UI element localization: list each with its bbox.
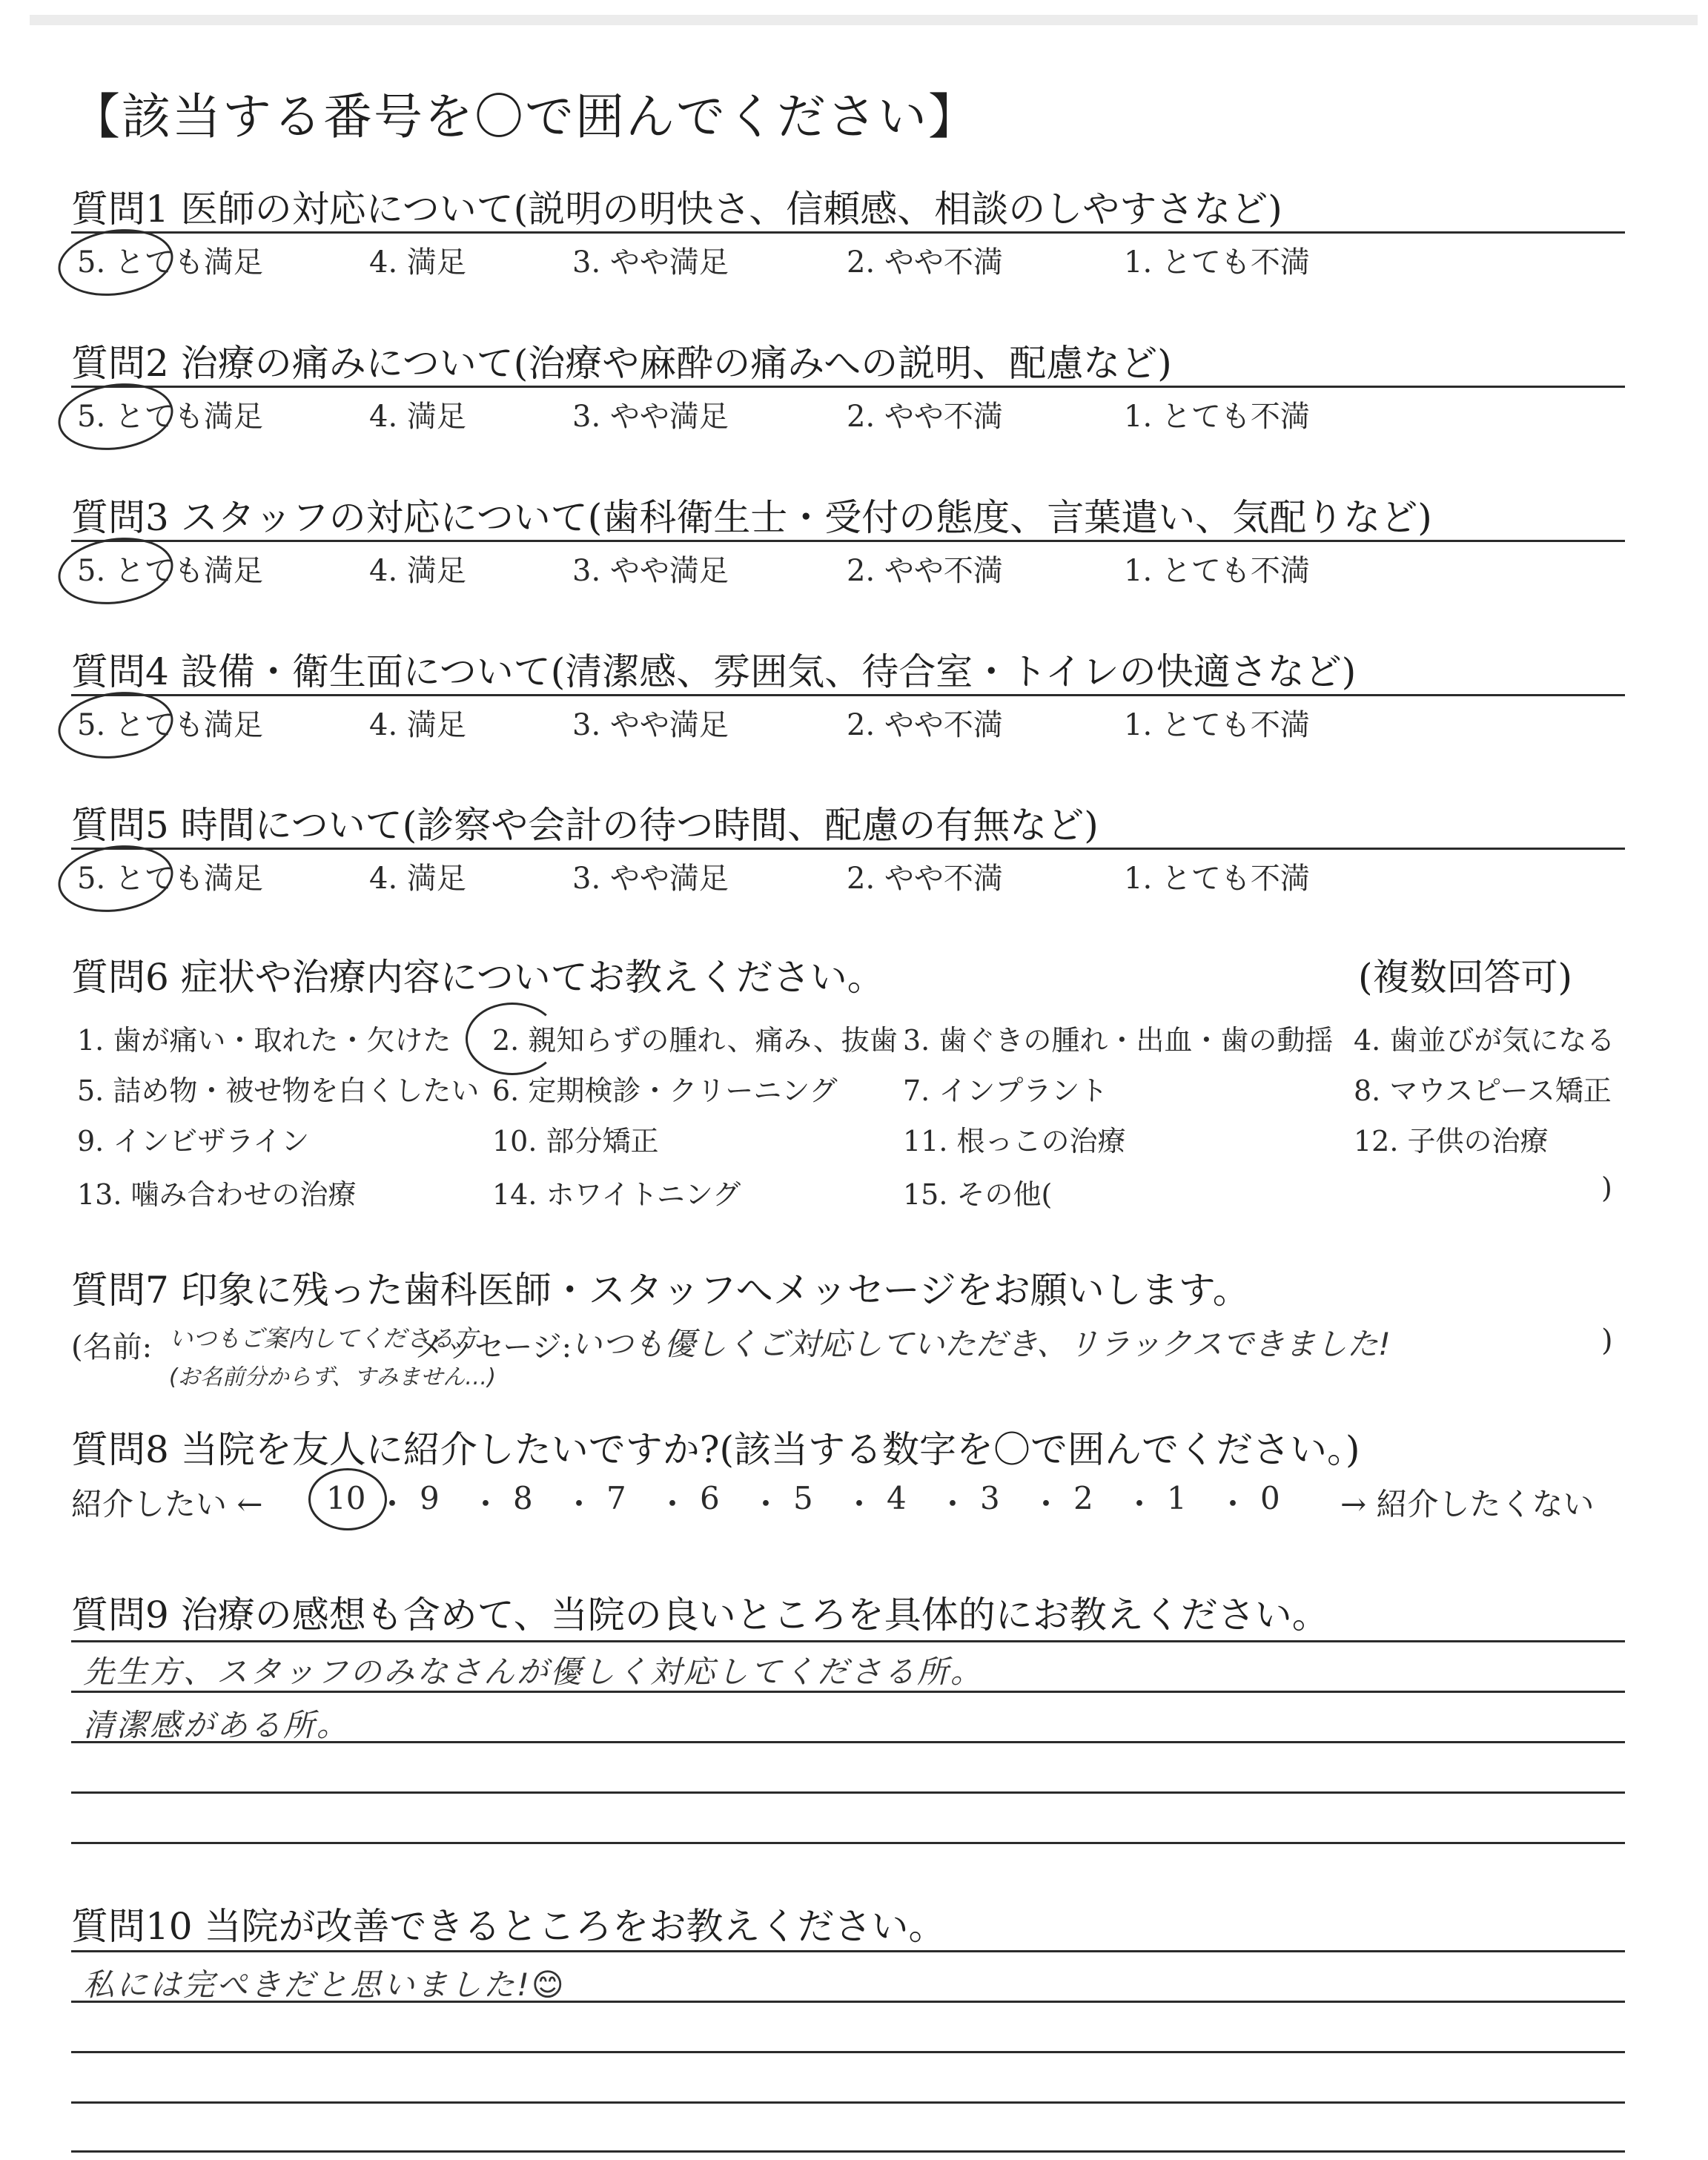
q6-option-4[interactable]: 4. 歯並びが気になる — [1354, 1024, 1615, 1057]
q9-line-1 — [71, 1640, 1625, 1642]
q2-option-3[interactable]: 3. やや満足 — [572, 400, 729, 434]
q3-title: 質問3 スタッフの対応について(歯科衛生士・受付の態度、言葉遣い、気配りなど) — [71, 496, 1432, 539]
q8-scale-3[interactable]: 3 — [980, 1480, 1000, 1516]
q8-separator: ・ — [1030, 1486, 1062, 1522]
q1-option-2[interactable]: 2. やや不満 — [847, 245, 1003, 280]
q4-option-2[interactable]: 2. やや不満 — [847, 708, 1003, 742]
q8-scale-1[interactable]: 1 — [1167, 1480, 1187, 1516]
q3-option-1[interactable]: 1. とても不満 — [1124, 554, 1310, 588]
q4-divider — [71, 694, 1625, 696]
q7-name-handwritten-2[interactable]: (お名前分からず、すみません…) — [169, 1364, 497, 1390]
q4-option-5[interactable]: 5. とても満足 — [77, 708, 263, 742]
q8-separator: ・ — [1217, 1486, 1249, 1522]
q8-separator: ・ — [750, 1486, 782, 1522]
q7-message-handwritten[interactable]: いつも優しくご対応していただき、リラックスできました! — [571, 1326, 1391, 1362]
q5-option-5[interactable]: 5. とても満足 — [77, 862, 263, 896]
q4-option-4[interactable]: 4. 満足 — [369, 708, 466, 742]
q9-answer-2[interactable]: 清潔感がある所。 — [83, 1707, 351, 1743]
q7-name-prefix: (名前: — [71, 1330, 153, 1364]
q10-answer-1[interactable]: 私には完ぺきだと思いました!😊 — [83, 1966, 566, 2003]
q7-name-handwritten-1[interactable]: いつもご案内してくださる方 — [169, 1324, 478, 1353]
q8-scale-6[interactable]: 6 — [700, 1480, 720, 1516]
q8-scale-7[interactable]: 7 — [606, 1480, 626, 1516]
q6-option-2[interactable]: 2. 親知らずの腫れ、痛み、抜歯 — [492, 1024, 898, 1057]
q4-selection-circle — [54, 685, 178, 766]
q10-line-5 — [71, 2150, 1625, 2153]
q8-separator: ・ — [844, 1486, 875, 1522]
q1-selection-circle — [54, 222, 178, 303]
q4-option-3[interactable]: 3. やや満足 — [572, 708, 729, 742]
q2-selection-circle — [54, 377, 178, 458]
q1-title: 質問1 医師の対応について(説明の明快さ、信頼感、相談のしやすさなど) — [71, 188, 1282, 231]
q10-title: 質問10 当院が改善できるところをお教えください。 — [71, 1905, 946, 1948]
q6-note: (複数回答可) — [1358, 956, 1573, 999]
q4-option-1[interactable]: 1. とても不満 — [1124, 708, 1310, 742]
q5-divider — [71, 848, 1625, 850]
q1-option-5[interactable]: 5. とても満足 — [77, 245, 263, 280]
q6-selection-circle — [466, 1003, 559, 1075]
q3-option-2[interactable]: 2. やや不満 — [847, 554, 1003, 588]
q6-option-8[interactable]: 8. マウスピース矯正 — [1354, 1074, 1612, 1107]
q1-divider — [71, 231, 1625, 234]
q8-separator: ・ — [937, 1486, 969, 1522]
q2-option-2[interactable]: 2. やや不満 — [847, 400, 1003, 434]
q6-option-6[interactable]: 6. 定期検診・クリーニング — [492, 1074, 838, 1107]
q8-left-label: 紹介したい ← — [71, 1486, 263, 1522]
q10-line-1 — [71, 1950, 1625, 1952]
q3-selection-circle — [54, 531, 178, 612]
q6-option-13[interactable]: 13. 噛み合わせの治療 — [77, 1178, 357, 1211]
q8-separator: ・ — [657, 1486, 689, 1522]
q6-option-1[interactable]: 1. 歯が痛い・取れた・欠けた — [77, 1024, 451, 1057]
q6-close-paren: ) — [1601, 1172, 1612, 1204]
q5-option-2[interactable]: 2. やや不満 — [847, 862, 1003, 896]
q1-option-1[interactable]: 1. とても不満 — [1124, 245, 1310, 280]
page-header: 【該当する番号を〇で囲んでください】 — [71, 88, 979, 145]
q9-line-5 — [71, 1842, 1625, 1844]
q6-option-10[interactable]: 10. 部分矯正 — [492, 1125, 659, 1157]
q8-scale-9[interactable]: 9 — [420, 1480, 440, 1516]
q6-option-14[interactable]: 14. ホワイトニング — [492, 1178, 741, 1211]
q5-option-3[interactable]: 3. やや満足 — [572, 862, 729, 896]
q6-option-3[interactable]: 3. 歯ぐきの腫れ・出血・歯の動揺 — [903, 1024, 1334, 1057]
q2-divider — [71, 386, 1625, 388]
q2-title: 質問2 治療の痛みについて(治療や麻酔の痛みへの説明、配慮など) — [71, 342, 1172, 385]
q6-option-9[interactable]: 9. インビザライン — [77, 1125, 310, 1157]
q4-title: 質問4 設備・衛生面について(清潔感、雰囲気、待合室・トイレの快適さなど) — [71, 650, 1357, 693]
q3-option-5[interactable]: 5. とても満足 — [77, 554, 263, 588]
q8-scale-4[interactable]: 4 — [887, 1480, 907, 1516]
q5-title: 質問5 時間について(診察や会計の待つ時間、配慮の有無など) — [71, 804, 1099, 847]
q8-scale-10[interactable]: 10 — [326, 1480, 366, 1516]
q8-selection-circle — [308, 1468, 387, 1530]
q2-option-5[interactable]: 5. とても満足 — [77, 400, 263, 434]
q6-option-11[interactable]: 11. 根っこの治療 — [903, 1125, 1126, 1157]
q5-option-1[interactable]: 1. とても不満 — [1124, 862, 1310, 896]
q3-divider — [71, 540, 1625, 542]
q1-option-4[interactable]: 4. 満足 — [369, 245, 466, 280]
q2-option-4[interactable]: 4. 満足 — [369, 400, 466, 434]
q3-option-4[interactable]: 4. 満足 — [369, 554, 466, 588]
q8-scale-8[interactable]: 8 — [513, 1480, 533, 1516]
q7-title: 質問7 印象に残った歯科医師・スタッフへメッセージをお願いします。 — [71, 1269, 1250, 1312]
q5-option-4[interactable]: 4. 満足 — [369, 862, 466, 896]
q10-line-4 — [71, 2101, 1625, 2104]
q8-right-label: → 紹介したくない — [1340, 1486, 1595, 1522]
q6-option-5[interactable]: 5. 詰め物・被せ物を白くしたい — [77, 1074, 480, 1107]
q6-option-7[interactable]: 7. インプラント — [903, 1074, 1108, 1107]
q3-option-3[interactable]: 3. やや満足 — [572, 554, 729, 588]
q9-title: 質問9 治療の感想も含めて、当院の良いところを具体的にお教えください。 — [71, 1593, 1329, 1636]
q5-selection-circle — [54, 839, 178, 919]
scan-top-edge — [30, 15, 1698, 25]
q7-close-paren: ) — [1601, 1324, 1613, 1358]
q10-line-3 — [71, 2051, 1625, 2053]
q9-answer-1[interactable]: 先生方、スタッフのみなさんが優しく対応してくださる所。 — [83, 1654, 984, 1690]
q8-scale-0[interactable]: 0 — [1260, 1480, 1280, 1516]
q8-separator: ・ — [1124, 1486, 1156, 1522]
q8-scale-5[interactable]: 5 — [793, 1480, 813, 1516]
q1-option-3[interactable]: 3. やや満足 — [572, 245, 729, 280]
q8-scale-2[interactable]: 2 — [1073, 1480, 1093, 1516]
q7-message-label: メッセージ: — [415, 1330, 572, 1364]
q9-line-4 — [71, 1791, 1625, 1794]
q8-title: 質問8 当院を友人に紹介したいですか?(該当する数字を〇で囲んでください。) — [71, 1428, 1360, 1471]
q2-option-1[interactable]: 1. とても不満 — [1124, 400, 1310, 434]
q6-option-12[interactable]: 12. 子供の治療 — [1354, 1125, 1549, 1157]
q8-separator: ・ — [563, 1486, 595, 1522]
q6-option-15[interactable]: 15. その他( — [903, 1178, 1053, 1211]
q8-separator: ・ — [377, 1486, 408, 1522]
q6-title: 質問6 症状や治療内容についてお教えください。 — [71, 956, 884, 999]
q8-separator: ・ — [470, 1486, 502, 1522]
